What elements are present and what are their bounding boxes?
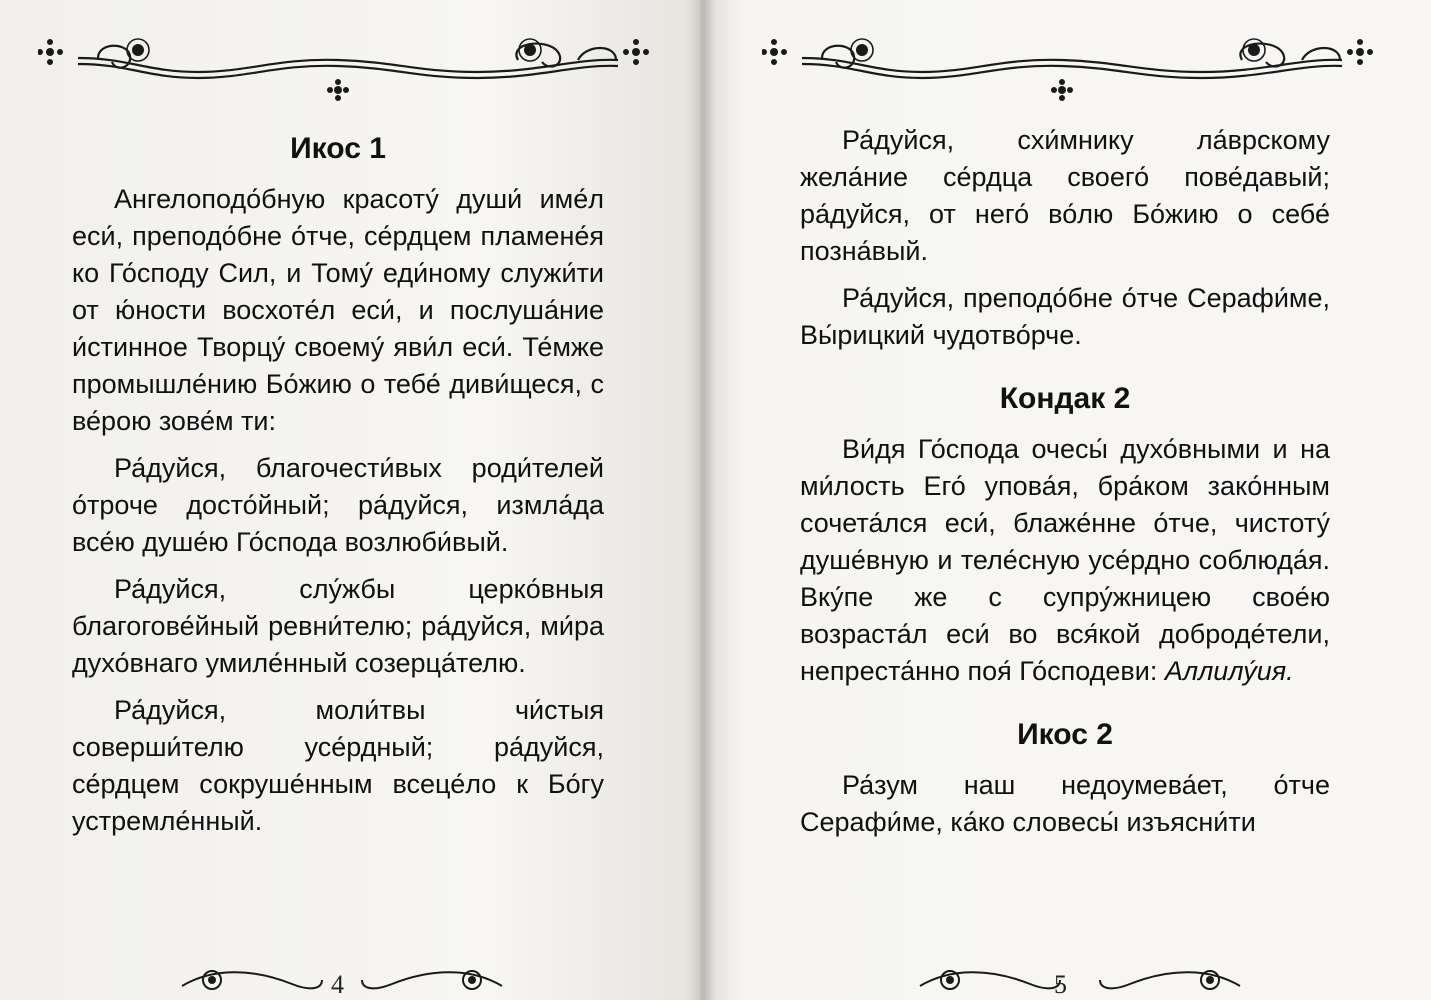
floral-ornament-icon [38, 38, 658, 102]
kondak-2-paragraph [800, 431, 1330, 690]
floral-ornament-icon [910, 958, 1250, 1000]
ikos-1-paragraph: Ра́дуйся, благочести́вых роди́телей о́троче досто́йный; ра́дуйся, измла́да все́ю душе́ю Го́спода возлюби́вый. [72, 453, 604, 557]
ikos-1-paragraph: Ра́дуйся, моли́твы чи́стыя соверши́телю усе́рдный; ра́дуйся, се́рдцем сокруше́нным всеце́ло к Бо́гу устремле́нный. [72, 695, 604, 836]
kondak-2-text: Ви́дя Го́спода очесы́ духо́вными и на ми́лость Его́ упова́я, бра́ком зако́нным сочета́лся еси́, блаже́нне о́тче, чистоту́ душе́вную и теле́сную усе́рдно соблюда́я. Вку́пе же с супру́жницею свое́ю возраста́л еси́ во вся́кой доброде́тели, непреста́нно поя́ Го́сподеви: [800, 434, 1330, 686]
ikos-2-heading: Икос 2 [1017, 718, 1113, 751]
left-page-text [72, 122, 604, 850]
floral-ornament-icon [762, 38, 1382, 102]
ikos-1-closing-paragraph: Ра́дуйся, преподо́бне о́тче Серафи́ме, Вы́рицкий чудотво́рче. [800, 283, 1330, 350]
kondak-2-refrain: Аллилу́ия. [1164, 656, 1294, 686]
ikos-1-paragraph: Ра́дуйся, слу́жбы церко́вныя благогове́йный ревни́телю; ра́дуйся, ми́ра духо́внаго умиле́нный созерца́телю. [72, 574, 604, 678]
ikos-2-paragraph: Ра́зум наш недоумева́ет, о́тче Серафи́ме, ка́ко словесы́ изъясни́ти [800, 770, 1330, 837]
book-gutter [686, 0, 716, 1000]
kondak-2-heading: Кондак 2 [999, 382, 1131, 415]
page-number: 4 [331, 970, 344, 999]
ikos-1-continuation-paragraph: Ра́дуйся, схи́мнику ла́врскому жела́ние се́рдца своего́ пове́давый; ра́дуйся, от него́ во́лю Бо́жию о себе́ позна́вый. [800, 125, 1330, 266]
right-page-text [800, 122, 1330, 851]
ikos-1-paragraph: Ангелоподо́бную красоту́ души́ име́л еси́, преподо́бне о́тче, се́рдцем пламене́я ко Го́споду Сил, и Тому́ еди́ному служи́ти от ю́ности восхоте́л еси́, и послуша́ние и́стинное Творцу́ своему́ яви́л еси́. Те́мже промышле́нию Бо́жию о тебе́ диви́щеся, с ве́рою зове́м ти: [72, 184, 604, 436]
page-number: 5 [1054, 970, 1067, 999]
ikos-1-heading: Икос 1 [290, 132, 386, 165]
